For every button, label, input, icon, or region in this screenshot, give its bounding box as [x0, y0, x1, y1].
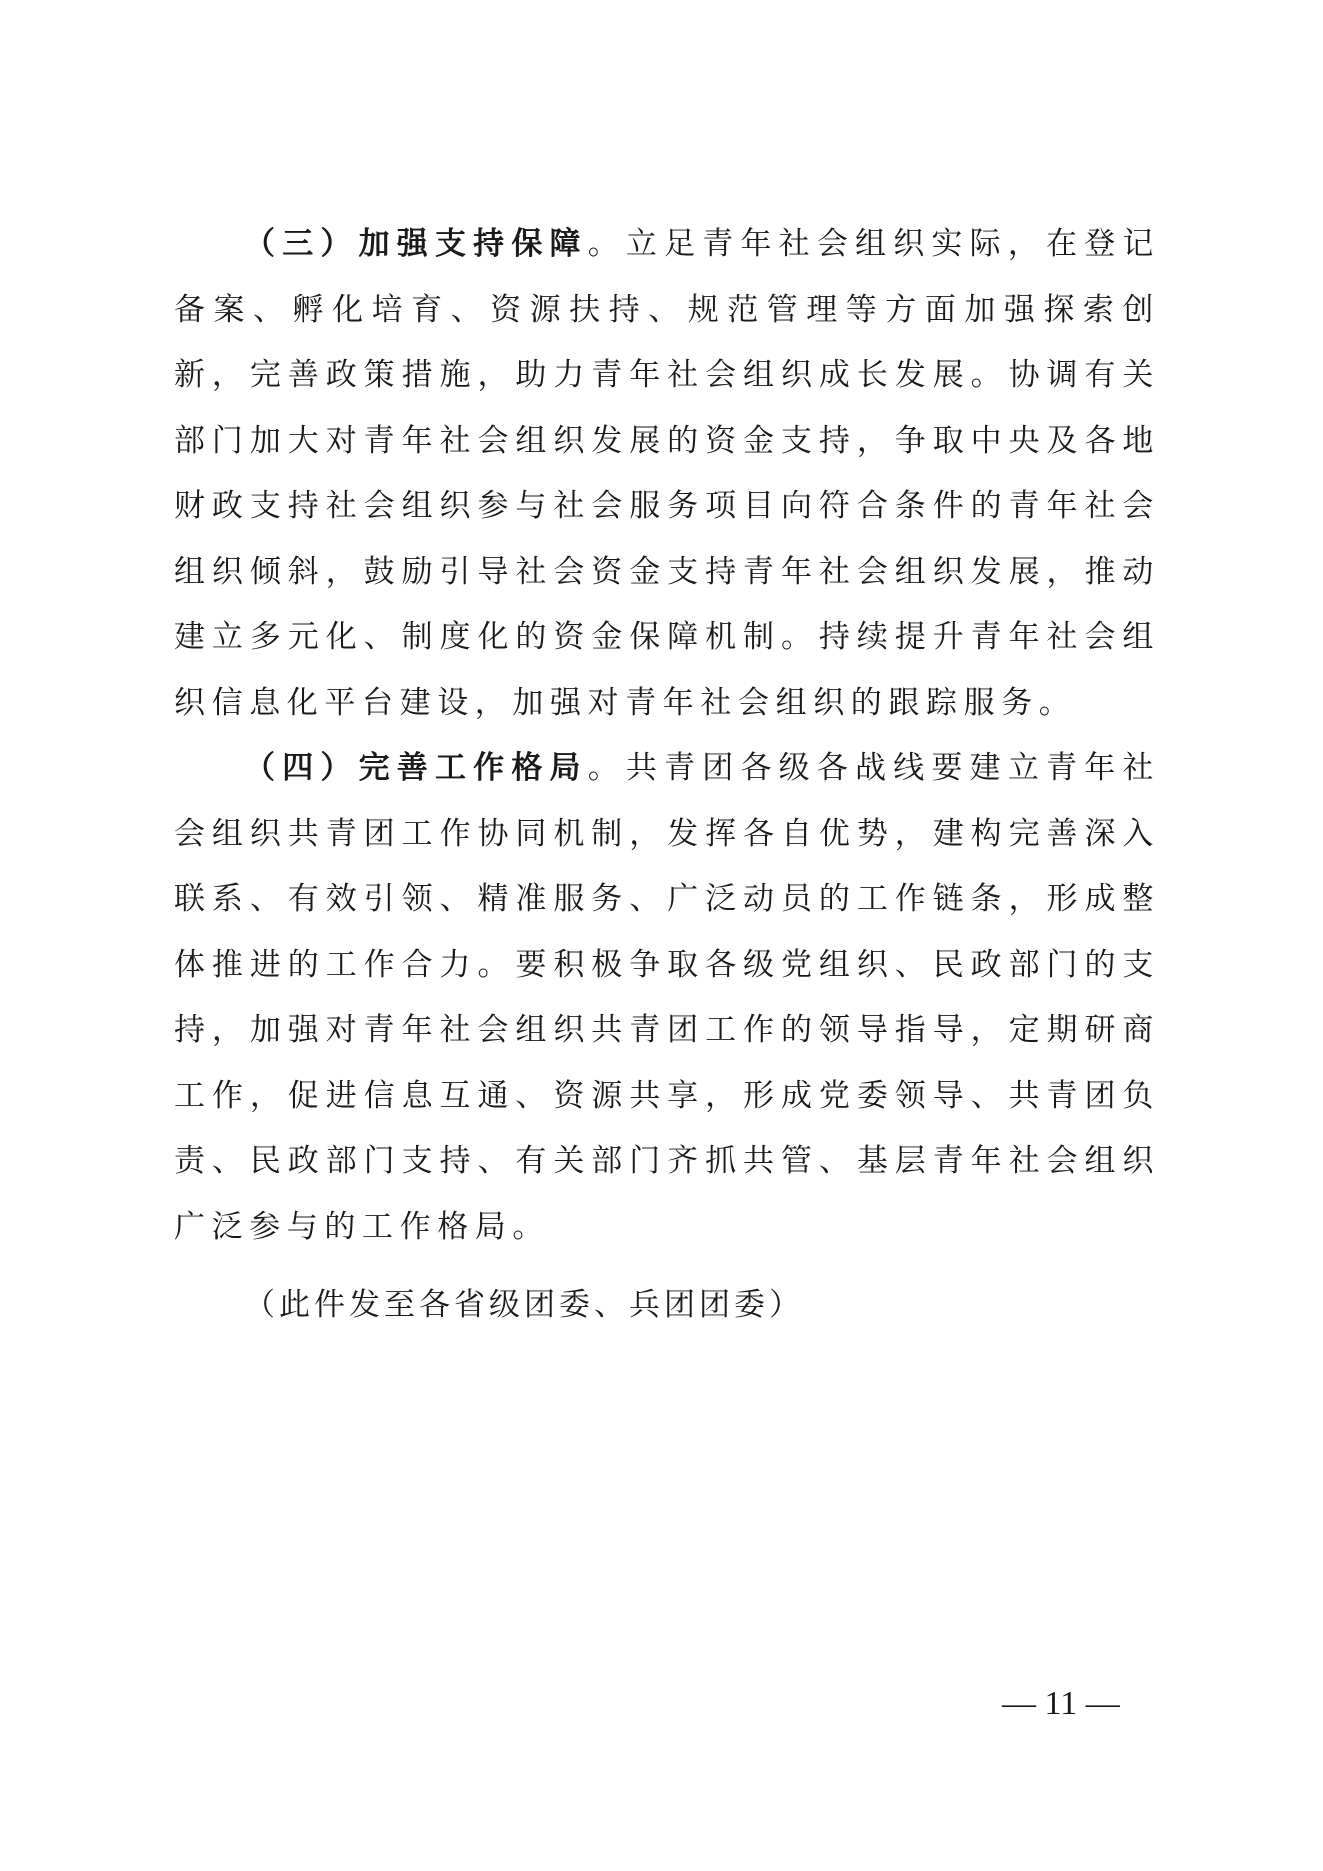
section-3	[174, 212, 1160, 736]
section-3-body: 。立足青年社会组织实际，在登记备案、孵化培育、资源扶持、规范管理等方面加强探索创新，完善政策措施，助力青年社会组织成长发展。协调有关部门加大对青年社会组织发展的资金支持，争取中央及各地财政支持社会组织参与社会服务项目向符合条件的青年社会组织倾斜，鼓励引导社会资金支持青年社会组织发展，推动建立多元化、制度化的资金保障机制。持续提升青年社会组织信息化平台建设，加强对青年社会组织的跟踪服务。	[174, 226, 1160, 721]
section-3-paragraph	[174, 212, 1160, 736]
section-4	[174, 736, 1160, 1260]
distribution-note: （此件发至各省级团委、兵团团委）	[244, 1287, 804, 1323]
section-4-body: 。共青团各级各战线要建立青年社会组织共青团工作协同机制，发挥各自优势，建构完善深入联系、有效引领、精准服务、广泛动员的工作链条，形成整体推进的工作合力。要积极争取各级党组织、民政部门的支持，加强对青年社会组织共青团工作的领导指导，定期研商工作，促进信息互通、资源共享，形成党委领导、共青团负责、民政部门支持、有关部门齐抓共管、基层青年社会组织广泛参与的工作格局。	[174, 750, 1160, 1245]
page-number: — 11 —	[1002, 1685, 1120, 1722]
section-4-paragraph	[174, 736, 1160, 1260]
section-4-heading: （四）完善工作格局	[244, 750, 588, 786]
section-3-heading: （三）加强支持保障	[244, 226, 588, 262]
